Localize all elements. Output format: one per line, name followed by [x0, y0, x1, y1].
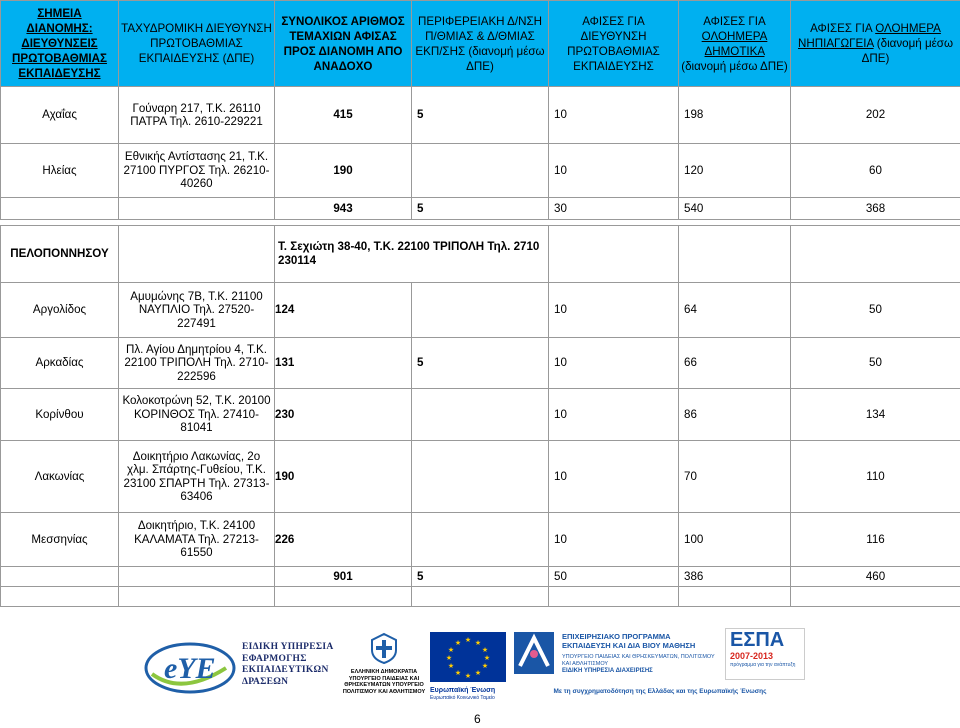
svg-text:★: ★: [447, 646, 455, 654]
dimotika-count: 70: [679, 441, 791, 513]
directorate-count: 10: [549, 513, 679, 567]
svg-text:★: ★: [481, 646, 489, 654]
nipiagogeia-count: 134: [791, 389, 960, 441]
regional-address: Τ. Σεχιώτη 38-40, Τ.Κ. 22100 ΤΡΙΠΟΛΗ Τηλ. 2710 230114: [275, 226, 549, 283]
regional-count: 5: [412, 87, 549, 144]
area-address: Εθνικής Αντίστασης 21, Τ.Κ. 27100 ΠΥΡΓΟΣ Τηλ. 26210-40260: [119, 144, 275, 198]
program-title: ΕΠΙΧΕΙΡΗΣΙΑΚΟ ΠΡΟΓΡΑΜΜΑ ΕΚΠΑΙΔΕΥΣΗ ΚΑΙ ΔΙΑ ΒΙΟΥ ΜΑΘΗΣΗ: [562, 632, 696, 650]
table-row: [1, 513, 960, 567]
dimotika-count: 198: [679, 87, 791, 144]
espa-years: 2007-2013: [730, 651, 774, 661]
directorate-count: 10: [549, 389, 679, 441]
total-count: 230: [275, 389, 412, 441]
svg-text:★: ★: [454, 639, 462, 647]
header-postal-address: ΤΑΧΥΔΡΟΜΙΚΗ ΔΙΕΥΘΥΝΣΗ ΠΡΩΤΟΒΑΘΜΙΑΣ ΕΚΠΑΙΔΕΥΣΗΣ (ΔΠΕ): [119, 1, 275, 87]
program-emblem-icon: [510, 630, 558, 676]
total-count: 190: [275, 441, 412, 513]
sum-regional: 5: [412, 567, 549, 587]
sum-total: 943: [275, 198, 412, 220]
nipiagogeia-count: 60: [791, 144, 960, 198]
region-name: ΠΕΛΟΠΟΝΝΗΣΟΥ: [1, 226, 119, 283]
table-row: [1, 283, 960, 338]
eu-flag-icon: [430, 632, 506, 682]
espa-title: ΕΣΠΑ: [730, 629, 785, 651]
area-name: Αρκαδίας: [1, 338, 119, 389]
svg-text:eYE: eYE: [164, 652, 216, 685]
header-posters-nipiagogeia: ΑΦΙΣΕΣ ΓΙΑ ΟΛΟΗΜΕΡΑ ΝΗΠΙΑΓΩΓΕΙΑ (διανομή μέσω ΔΠΕ): [791, 1, 960, 87]
sum-row: [1, 198, 960, 220]
svg-text:★: ★: [483, 654, 491, 662]
table-row: [1, 441, 960, 513]
program-logo: [510, 630, 720, 690]
nipiagogeia-count: 50: [791, 283, 960, 338]
eye-text: ΕΙΔΙΚΗ ΥΠΗΡΕΣΙΑ ΕΦΑΡΜΟΓΗΣ ΕΚΠΑΙΔΕΥΤΙΚΩΝ ΔΡΑΣΕΩΝ: [242, 642, 334, 687]
total-count: 124: [275, 283, 412, 338]
total-count: 131: [275, 338, 412, 389]
footer-logos: [0, 622, 960, 702]
area-name: Μεσσηνίας: [1, 513, 119, 567]
eu-logo: [430, 632, 506, 701]
area-address: Κολοκοτρώνη 52, Τ.Κ. 20100 ΚΟΡΙΝΘΟΣ Τηλ. 27410-81041: [119, 389, 275, 441]
area-name: Κορίνθου: [1, 389, 119, 441]
eu-fund-text: Ευρωπαϊκό Κοινωνικό Ταμείο: [430, 695, 495, 701]
regional-count: [412, 283, 549, 338]
cofinance-text: Με τη συγχρηματοδότηση της Ελλάδας και της Ευρωπαϊκής Ένωσης: [553, 688, 767, 695]
dimotika-count: 86: [679, 389, 791, 441]
program-service: ΕΙΔΙΚΗ ΥΠΗΡΕΣΙΑ ΔΙΑΧΕΙΡΙΣΗΣ: [562, 668, 653, 674]
directorate-count: 10: [549, 87, 679, 144]
svg-text:★: ★: [464, 636, 472, 644]
header-posters-directorate: ΑΦΙΣΕΣ ΓΙΑ ΔΙΕΥΘΥΝΣΗ ΠΡΩΤΟΒΑΘΜΙΑΣ ΕΚΠΑΙΔΕΥΣΗΣ: [549, 1, 679, 87]
empty-row: [1, 587, 960, 607]
nipiagogeia-count: 116: [791, 513, 960, 567]
total-count: 226: [275, 513, 412, 567]
distribution-table-west-greece: [0, 0, 960, 220]
svg-text:★: ★: [481, 662, 489, 670]
area-name: Αργολίδος: [1, 283, 119, 338]
svg-text:★: ★: [464, 672, 472, 680]
ministry-text: ΕΛΛΗΝΙΚΗ ΔΗΜΟΚΡΑΤΙΑ ΥΠΟΥΡΓΕΙΟ ΠΑΙΔΕΙΑΣ ΚΑΙ ΘΡΗΣΚΕΥΜΑΤΩΝ ΥΠΟΥΡΓΕΙΟ ΠΟΛΙΤΙΣΜΟΥ ΚΑΙ ΑΘΛΗΤΙΣΜΟΥ: [342, 669, 426, 695]
header-distribution-points: ΣΗΜΕΙΑ ΔΙΑΝΟΜΗΣ: ΔΙΕΥΘΥΝΣΕΙΣ ΠΡΩΤΟΒΑΘΜΙΑΣ ΕΚΠΑΙΔΕΥΣΗΣ: [1, 1, 119, 87]
dimotika-count: 120: [679, 144, 791, 198]
regional-count: 5: [412, 338, 549, 389]
regional-count: [412, 441, 549, 513]
nipiagogeia-count: 202: [791, 87, 960, 144]
area-address: Δοικητήριο Λακωνίας, 2ο χλμ. Σπάρτης-Γυθείου, Τ.Κ. 23100 ΣΠΑΡΤΗ Τηλ. 27313-63406: [119, 441, 275, 513]
total-count: 190: [275, 144, 412, 198]
espa-logo: [725, 628, 805, 688]
sum-nipiagogeia: 368: [791, 198, 960, 220]
sum-regional: 5: [412, 198, 549, 220]
sum-total: 901: [275, 567, 412, 587]
area-name: Λακωνίας: [1, 441, 119, 513]
area-address: Δοικητήριο, Τ.Κ. 24100 ΚΑΛΑΜΑΤΑ Τηλ. 27213-61550: [119, 513, 275, 567]
eye-logo: [142, 634, 337, 698]
sum-dimotika: 540: [679, 198, 791, 220]
svg-text:★: ★: [447, 662, 455, 670]
sum-directorate: 30: [549, 198, 679, 220]
nipiagogeia-count: 50: [791, 338, 960, 389]
area-name: Ηλείας: [1, 144, 119, 198]
header-posters-dimotika: ΑΦΙΣΕΣ ΓΙΑ ΟΛΟΗΜΕΡΑ ΔΗΜΟΤΙΚΑ (διανομή μέσω ΔΠΕ): [679, 1, 791, 87]
eye-emblem-icon: [142, 634, 237, 698]
page-number: 6: [474, 712, 481, 726]
table-row: [1, 389, 960, 441]
ministry-logo: [340, 632, 428, 698]
table-row: [1, 144, 960, 198]
sum-directorate: 50: [549, 567, 679, 587]
program-ministry: ΥΠΟΥΡΓΕΙΟ ΠΑΙΔΕΙΑΣ ΚΑΙ ΘΡΗΣΚΕΥΜΑΤΩΝ, ΠΟΛΙΤΙΣΜΟΥ ΚΑΙ ΑΘΛΗΤΙΣΜΟΥ: [562, 654, 715, 667]
dimotika-count: 64: [679, 283, 791, 338]
svg-text:★: ★: [474, 639, 482, 647]
table-row: [1, 338, 960, 389]
area-address: Αμυμώνης 7Β, Τ.Κ. 21100 ΝΑΥΠΛΙΟ Τηλ. 27520-227491: [119, 283, 275, 338]
directorate-count: 10: [549, 283, 679, 338]
eu-text: Ευρωπαϊκή Ένωση: [430, 687, 496, 694]
svg-text:★: ★: [445, 654, 453, 662]
table-row: [1, 87, 960, 144]
svg-text:★: ★: [454, 669, 462, 677]
regional-count: [412, 144, 549, 198]
directorate-count: 10: [549, 144, 679, 198]
region-row: [1, 226, 960, 283]
distribution-table-peloponnese: [0, 225, 960, 607]
greek-emblem-icon: [369, 632, 399, 664]
regional-count: [412, 513, 549, 567]
directorate-count: 10: [549, 441, 679, 513]
area-address: Γούναρη 217, Τ.Κ. 26110 ΠΑΤΡΑ Τηλ. 2610-229221: [119, 87, 275, 144]
svg-text:★: ★: [474, 669, 482, 677]
directorate-count: 10: [549, 338, 679, 389]
total-count: 415: [275, 87, 412, 144]
nipiagogeia-count: 110: [791, 441, 960, 513]
sum-row: [1, 567, 960, 587]
sum-nipiagogeia: 460: [791, 567, 960, 587]
sum-dimotika: 386: [679, 567, 791, 587]
area-name: Αχαΐας: [1, 87, 119, 144]
espa-subtitle: πρόγραμμα για την ανάπτυξη: [730, 662, 796, 668]
regional-count: [412, 389, 549, 441]
dimotika-count: 100: [679, 513, 791, 567]
header-regional-directorate: ΠΕΡΙΦΕΡΕΙΑΚΗ Δ/ΝΣΗ Π/ΘΜΙΑΣ & Δ/ΘΜΙΑΣ ΕΚΠ/ΣΗΣ (διανομή μέσω ΔΠΕ): [412, 1, 549, 87]
dimotika-count: 66: [679, 338, 791, 389]
area-address: Πλ. Αγίου Δημητρίου 4, Τ.Κ. 22100 ΤΡΙΠΟΛΗ Τηλ. 2710-222596: [119, 338, 275, 389]
table-header-row: [1, 1, 960, 87]
header-total-posters: ΣΥΝΟΛΙΚΟΣ ΑΡΙΘΜΟΣ ΤΕΜΑΧΙΩΝ ΑΦΙΣΑΣ ΠΡΟΣ ΔΙΑΝΟΜΗ ΑΠΟ ΑΝΑΔΟΧΟ: [275, 1, 412, 87]
